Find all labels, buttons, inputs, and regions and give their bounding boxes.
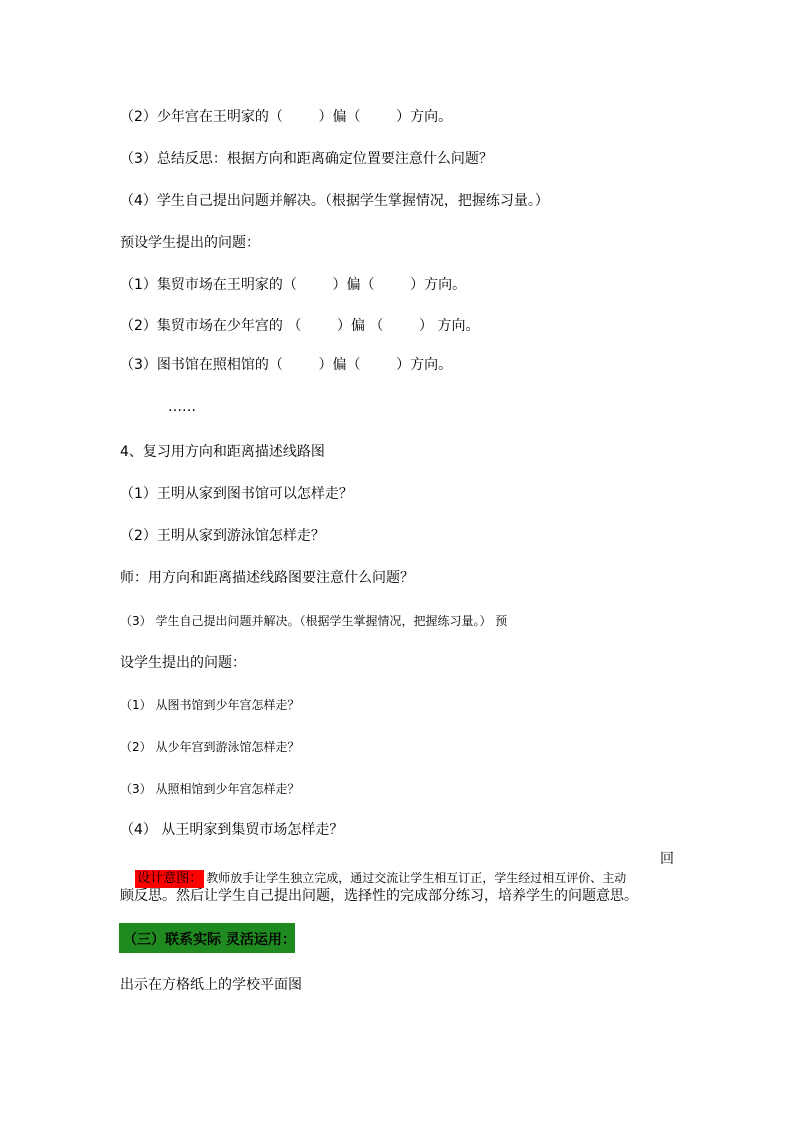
design-intent-wrap: 回 [660, 851, 674, 867]
question-line: （1） 从图书馆到少年宫怎样走？ [120, 698, 300, 712]
design-intent-text: 教师放手让学生独立完成，通过交流让学生相互订正，学生经过相互评价、主动 [206, 871, 627, 885]
teacher-line: 师：用方向和距离描述线路图要注意什么问题？ [120, 570, 414, 586]
question-line: （2） 从少年宫到游泳馆怎样走？ [120, 740, 300, 754]
design-intent-continuation: 顾反思。然后让学生自己提出问题，选择性的完成部分练习，培养学生的问题意思。 [120, 888, 638, 904]
section-banner [119, 923, 295, 953]
preset-heading: 预设学生提出的问题： [120, 235, 260, 251]
question-line: （3）图书馆在照相馆的（ ）偏（ ）方向。 [120, 357, 453, 373]
question-line: （3） 学生自己提出问题并解决。（根据学生掌握情况，把握练习量。） 预 [120, 614, 508, 628]
body-line: 出示在方格纸上的学校平面图 [120, 977, 302, 993]
question-line: （4）学生自己提出问题并解决。（根据学生掌握情况，把握练习量。） [120, 193, 549, 209]
question-line: （3） 从照相馆到少年宫怎样走？ [120, 782, 300, 796]
ellipsis: …… [168, 399, 196, 415]
question-line: （1）集贸市场在王明家的（ ）偏（ ）方向。 [120, 277, 467, 293]
section-heading: 4、复习用方向和距离描述线路图 [120, 444, 325, 460]
question-line: （2）少年宫在王明家的（ ）偏（ ）方向。 [120, 109, 453, 125]
design-intent-label: 设计意图： [137, 871, 203, 886]
section-title: （三）联系实际 灵活运用： [123, 932, 296, 948]
question-line: （2）集贸市场在少年宫的 （ ）偏 （ ） 方向。 [120, 318, 480, 334]
question-line: （4） 从王明家到集贸市场怎样走？ [120, 822, 344, 838]
question-line: （1）王明从家到图书馆可以怎样走？ [120, 486, 353, 502]
question-line: （2）王明从家到游泳馆怎样走？ [120, 528, 325, 544]
question-line: （3）总结反思：根据方向和距离确定位置要注意什么问题？ [120, 151, 493, 167]
preset-heading: 设学生提出的问题： [120, 655, 246, 671]
